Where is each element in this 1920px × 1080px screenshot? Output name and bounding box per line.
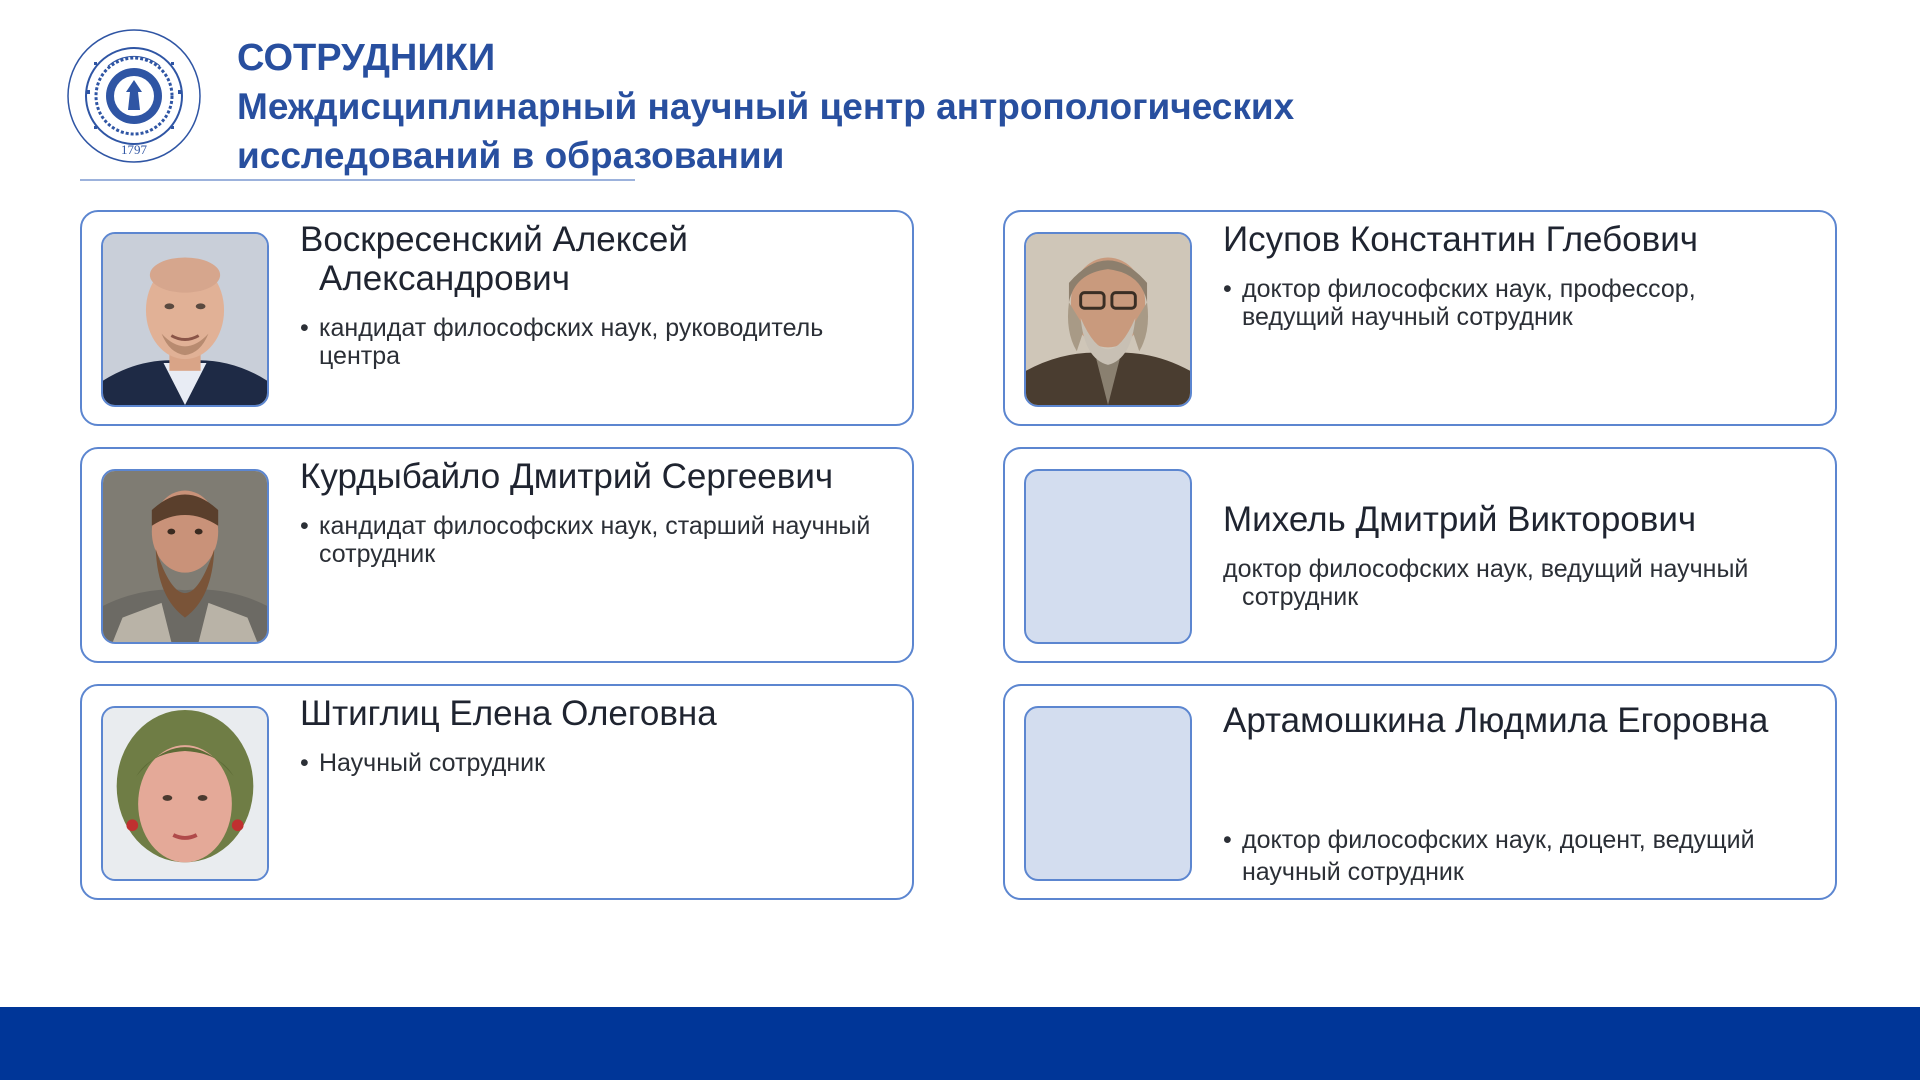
- university-logo: [64, 26, 204, 166]
- staff-role: • доктор философских наук, доцент, ведущий научный сотрудник: [1223, 824, 1803, 888]
- staff-card: [1003, 684, 1837, 900]
- staff-role: • доктор философских наук, профессор, ведущий научный сотрудник: [1223, 275, 1803, 331]
- staff-photo-placeholder: [1024, 706, 1192, 881]
- page-header: [237, 34, 1537, 180]
- staff-role: • кандидат философских наук, руководитель центра: [300, 314, 880, 370]
- staff-name: Артамошкина Людмила Егоровна: [1223, 701, 1769, 740]
- staff-photo: [101, 232, 269, 407]
- staff-card: [80, 684, 914, 900]
- staff-card: [80, 447, 914, 663]
- staff-photo: [1024, 232, 1192, 407]
- staff-role: • кандидат философских наук, старший научный сотрудник: [300, 512, 880, 568]
- staff-photo: [101, 469, 269, 644]
- staff-role: доктор философских наук, ведущий научный сотрудник: [1223, 555, 1749, 611]
- university-seal-icon: [64, 26, 204, 166]
- staff-name: Курдыбайло Дмитрий Сергеевич: [300, 457, 834, 496]
- staff-role: • Научный сотрудник: [300, 749, 880, 777]
- staff-name: Исупов Константин Глебович: [1223, 220, 1699, 259]
- page-subtitle: Междисциплинарный научный центр антропологических исследований в образовании: [237, 86, 1295, 176]
- staff-name: Воскресенский Алексей: [300, 220, 688, 259]
- header-divider: [80, 179, 635, 181]
- staff-card: [1003, 447, 1837, 663]
- page-title: СОТРУДНИКИ: [237, 37, 496, 79]
- staff-photo-placeholder: [1024, 469, 1192, 644]
- staff-card: [1003, 210, 1837, 426]
- staff-photo: [101, 706, 269, 881]
- staff-name: Михель Дмитрий Викторович: [1223, 500, 1697, 539]
- staff-name-continued: Александрович: [319, 259, 570, 298]
- logo-year: 1797: [121, 142, 147, 157]
- staff-card: [80, 210, 914, 426]
- staff-name: Штиглиц Елена Олеговна: [300, 694, 717, 733]
- footer-bar: [0, 1007, 1920, 1080]
